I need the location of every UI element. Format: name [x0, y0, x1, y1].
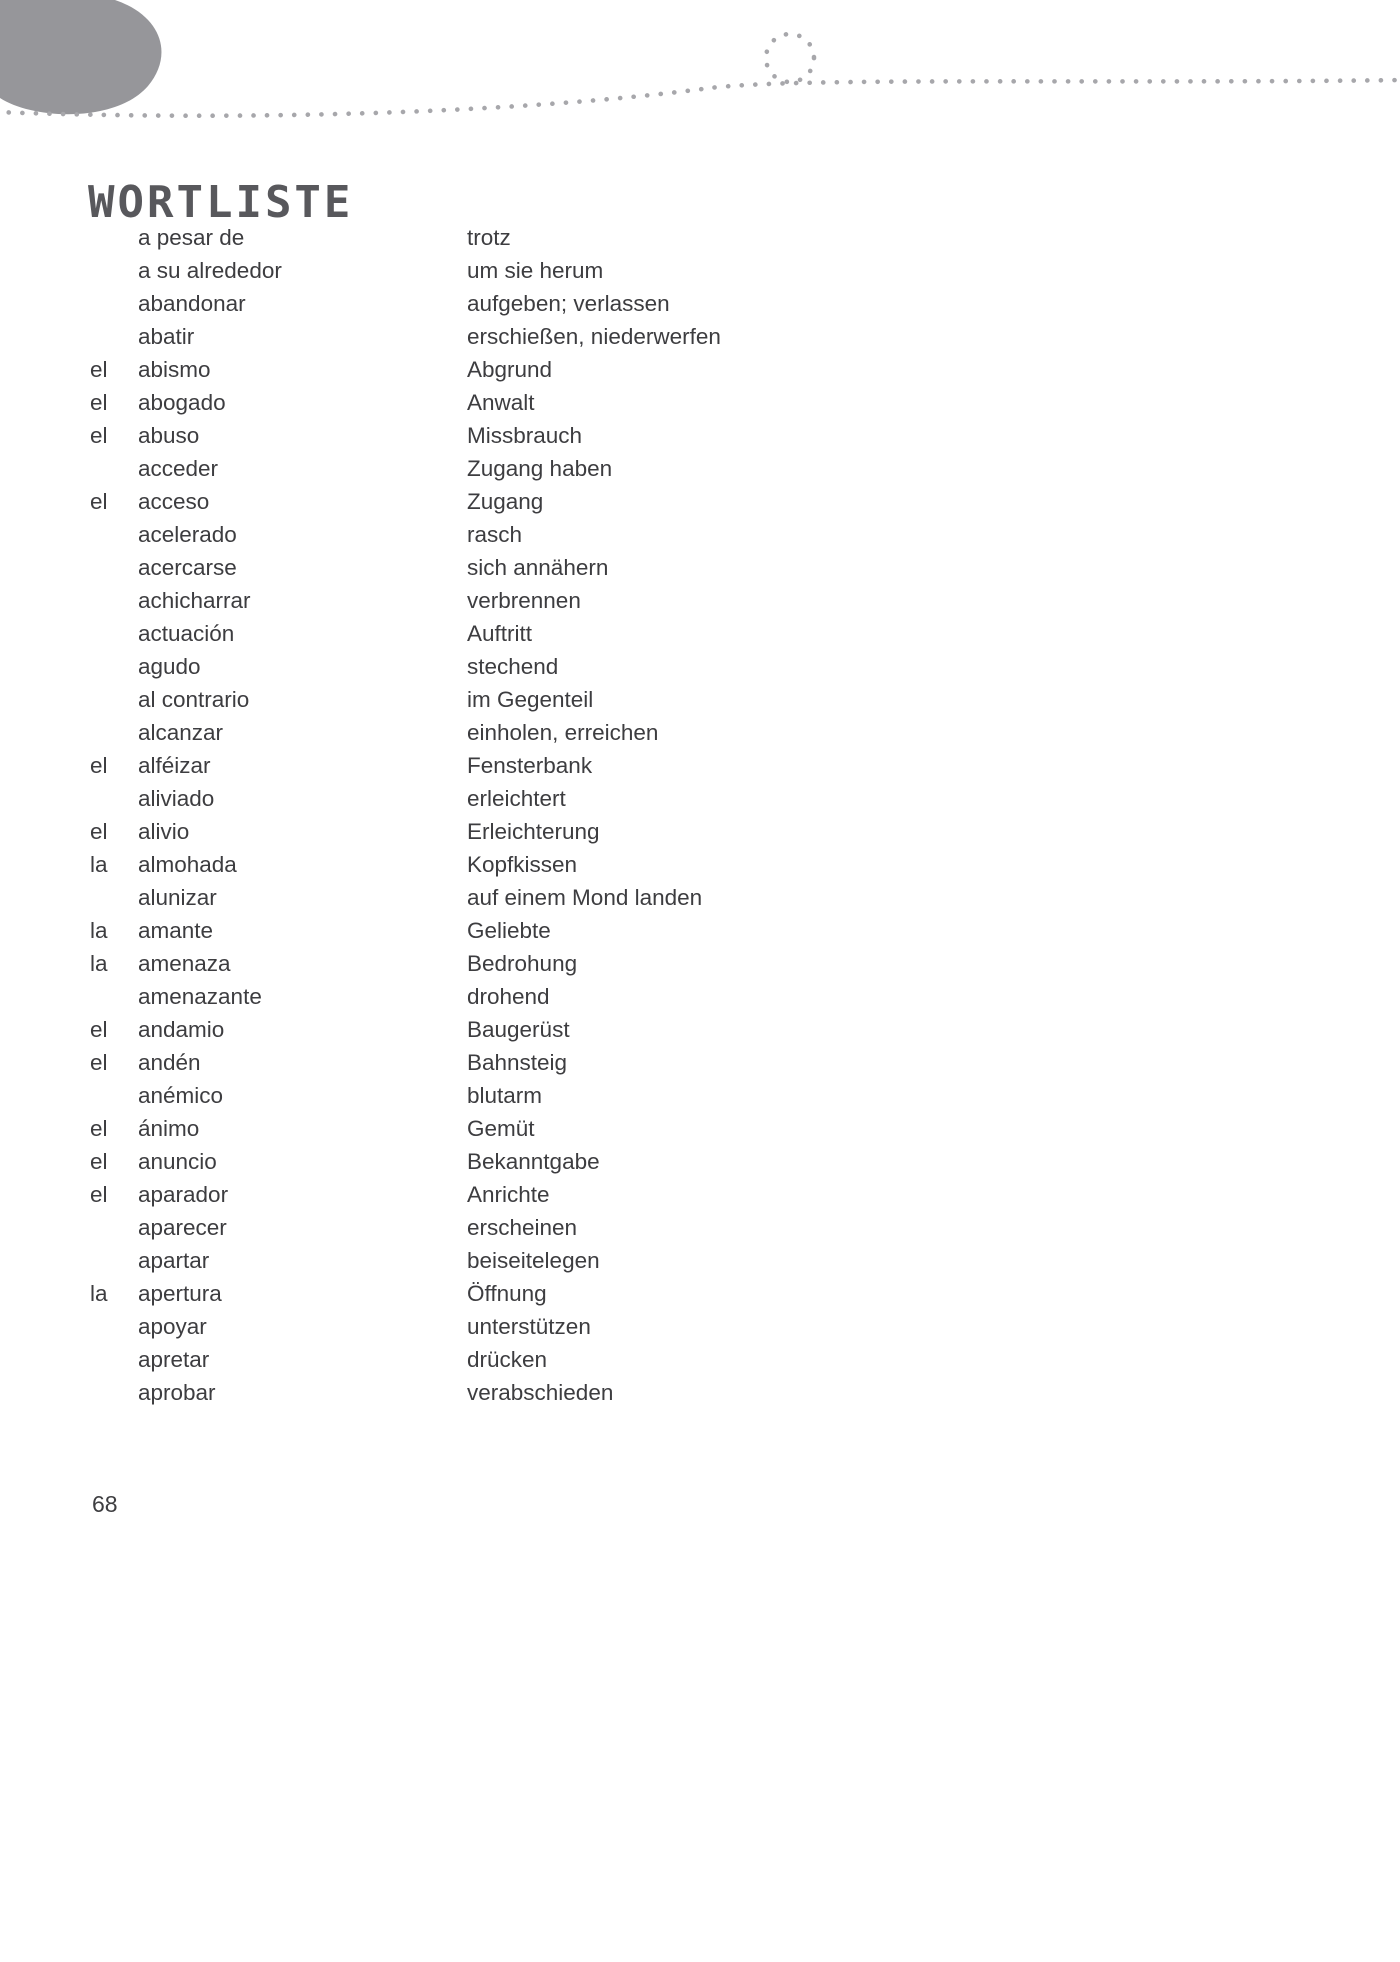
wordlist-entry — [90, 584, 1340, 617]
page-title: WORTLISTE — [88, 177, 354, 229]
entry-word: abandonar — [138, 291, 246, 316]
entry-article: el — [90, 819, 108, 844]
entry-article: el — [90, 357, 108, 382]
entry-article — [90, 518, 138, 551]
entry-article — [90, 320, 138, 353]
wordlist-entry — [90, 749, 1340, 782]
entry-translation: Fensterbank — [467, 753, 593, 778]
entry-article — [90, 683, 138, 716]
wordlist-entry — [90, 914, 1340, 947]
entry-article: el — [90, 753, 108, 778]
entry-translation: um sie herum — [467, 258, 604, 283]
wordlist-entry — [90, 353, 1340, 386]
entry-article: el — [90, 1182, 108, 1207]
wordlist-entry — [90, 551, 1340, 584]
wordlist-entry — [90, 683, 1340, 716]
wordlist-entry — [90, 254, 1340, 287]
entry-translation: Zugang — [467, 489, 544, 514]
wordlist-entry — [90, 1211, 1340, 1244]
entry-word: apretar — [138, 1347, 210, 1372]
wordlist-entry — [90, 518, 1340, 551]
wordlist-entry — [90, 716, 1340, 749]
entry-word: agudo — [138, 654, 201, 679]
entry-word: abogado — [138, 390, 226, 415]
entry-word: aliviado — [138, 786, 215, 811]
entry-translation: Bahnsteig — [467, 1050, 568, 1075]
entry-article — [90, 1244, 138, 1277]
wordlist-entry — [90, 1244, 1340, 1277]
entry-article: la — [90, 951, 108, 976]
wordlist-entry — [90, 1079, 1340, 1112]
wordlist-entry — [90, 1343, 1340, 1376]
entry-translation: auf einem Mond landen — [467, 885, 703, 910]
entry-translation: Anrichte — [467, 1182, 550, 1207]
entry-translation: drohend — [467, 984, 550, 1009]
entry-article: el — [90, 1149, 108, 1174]
entry-word: acelerado — [138, 522, 237, 547]
wordlist-entry — [90, 485, 1340, 518]
entry-word: apoyar — [138, 1314, 207, 1339]
entry-translation: Kopfkissen — [467, 852, 578, 877]
entry-word: a su alrededor — [138, 258, 282, 283]
entry-word: anémico — [138, 1083, 224, 1108]
entry-article: el — [90, 423, 108, 448]
entry-translation: Baugerüst — [467, 1017, 570, 1042]
entry-word: acceder — [138, 456, 219, 481]
entry-article — [90, 1079, 138, 1112]
entry-translation: Bedrohung — [467, 951, 578, 976]
wordlist-entry — [90, 221, 1340, 254]
entry-word: acceso — [138, 489, 210, 514]
entry-article — [90, 287, 138, 320]
entry-translation: aufgeben; verlassen — [467, 291, 670, 316]
entry-translation: Öffnung — [467, 1281, 547, 1306]
page-number: 68 — [92, 1491, 118, 1517]
entry-word: alcanzar — [138, 720, 224, 745]
entry-translation: Missbrauch — [467, 423, 583, 448]
entry-translation: Erleichterung — [467, 819, 600, 844]
entry-word: anuncio — [138, 1149, 217, 1174]
entry-translation: erscheinen — [467, 1215, 578, 1240]
entry-translation: sich annähern — [467, 555, 609, 580]
entry-translation: Auftritt — [467, 621, 533, 646]
entry-translation: unterstützen — [467, 1314, 591, 1339]
wordlist — [90, 221, 1340, 1409]
entry-translation: trotz — [467, 225, 511, 250]
entry-word: amante — [138, 918, 214, 943]
wordlist-entry — [90, 1013, 1340, 1046]
entry-word: apertura — [138, 1281, 222, 1306]
wordlist-entry — [90, 1046, 1340, 1079]
wordlist-entry — [90, 848, 1340, 881]
entry-article — [90, 452, 138, 485]
entry-word: ánimo — [138, 1116, 200, 1141]
entry-article — [90, 551, 138, 584]
wordlist-entry — [90, 1277, 1340, 1310]
entry-word: actuación — [138, 621, 235, 646]
wordlist-entry — [90, 320, 1340, 353]
entry-word: amenazante — [138, 984, 262, 1009]
entry-article — [90, 1211, 138, 1244]
entry-translation: beiseitelegen — [467, 1248, 600, 1273]
entry-article — [90, 584, 138, 617]
entry-translation: Bekanntgabe — [467, 1149, 600, 1174]
wordlist-entry — [90, 782, 1340, 815]
entry-translation: Zugang haben — [467, 456, 613, 481]
wordlist-entry — [90, 650, 1340, 683]
entry-word: amenaza — [138, 951, 231, 976]
entry-translation: einholen, erreichen — [467, 720, 659, 745]
entry-translation: blutarm — [467, 1083, 543, 1108]
wordlist-entry — [90, 287, 1340, 320]
entry-article: la — [90, 852, 108, 877]
dotted-loop — [766, 34, 814, 82]
entry-translation: Anwalt — [467, 390, 535, 415]
entry-article: el — [90, 489, 108, 514]
entry-word: andén — [138, 1050, 201, 1075]
entry-word: apartar — [138, 1248, 210, 1273]
entry-word: abuso — [138, 423, 200, 448]
entry-word: achicharrar — [138, 588, 251, 613]
entry-translation: stechend — [467, 654, 559, 679]
entry-translation: Abgrund — [467, 357, 553, 382]
entry-article — [90, 617, 138, 650]
entry-word: alivio — [138, 819, 190, 844]
wordlist-entry — [90, 1310, 1340, 1343]
entry-word: aparador — [138, 1182, 229, 1207]
entry-article — [90, 254, 138, 287]
entry-word: andamio — [138, 1017, 225, 1042]
wordlist-entry — [90, 947, 1340, 980]
entry-article — [90, 881, 138, 914]
wordlist-entry — [90, 386, 1340, 419]
entry-word: alféizar — [138, 753, 211, 778]
wordlist-entry — [90, 1376, 1340, 1409]
entry-word: aprobar — [138, 1380, 216, 1405]
entry-article — [90, 1376, 138, 1409]
corner-blob-shape — [0, 0, 161, 114]
wordlist-entry — [90, 1178, 1340, 1211]
entry-word: abismo — [138, 357, 211, 382]
wordlist-entry — [90, 419, 1340, 452]
entry-article — [90, 221, 138, 254]
entry-article: la — [90, 1281, 108, 1306]
entry-translation: erleichtert — [467, 786, 566, 811]
entry-word: almohada — [138, 852, 237, 877]
entry-translation: rasch — [467, 522, 523, 547]
entry-article: el — [90, 1017, 108, 1042]
entry-article — [90, 1343, 138, 1376]
wordlist-entry — [90, 617, 1340, 650]
wordlist-entry — [90, 452, 1340, 485]
wordlist-entry — [90, 881, 1340, 914]
entry-translation: im Gegenteil — [467, 687, 594, 712]
entry-article — [90, 716, 138, 749]
entry-word: abatir — [138, 324, 195, 349]
entry-word: acercarse — [138, 555, 237, 580]
entry-word: al contrario — [138, 687, 250, 712]
wordlist-entry — [90, 815, 1340, 848]
entry-translation: drücken — [467, 1347, 548, 1372]
entry-translation: Gemüt — [467, 1116, 535, 1141]
entry-article: el — [90, 1116, 108, 1141]
entry-article: el — [90, 390, 108, 415]
entry-translation: Geliebte — [467, 918, 551, 943]
entry-article — [90, 782, 138, 815]
page-header-decoration — [0, 0, 1400, 170]
entry-word: a pesar de — [138, 225, 245, 250]
dotted-line — [0, 80, 1400, 116]
entry-article — [90, 1310, 138, 1343]
wordlist-entry — [90, 1145, 1340, 1178]
entry-article — [90, 650, 138, 683]
entry-article: la — [90, 918, 108, 943]
entry-article — [90, 980, 138, 1013]
entry-article: el — [90, 1050, 108, 1075]
entry-word: aparecer — [138, 1215, 227, 1240]
wordlist-entry — [90, 980, 1340, 1013]
entry-translation: erschießen, niederwerfen — [467, 324, 721, 349]
wordlist-entry — [90, 1112, 1340, 1145]
entry-translation: verabschieden — [467, 1380, 614, 1405]
entry-word: alunizar — [138, 885, 217, 910]
entry-translation: verbrennen — [467, 588, 581, 613]
